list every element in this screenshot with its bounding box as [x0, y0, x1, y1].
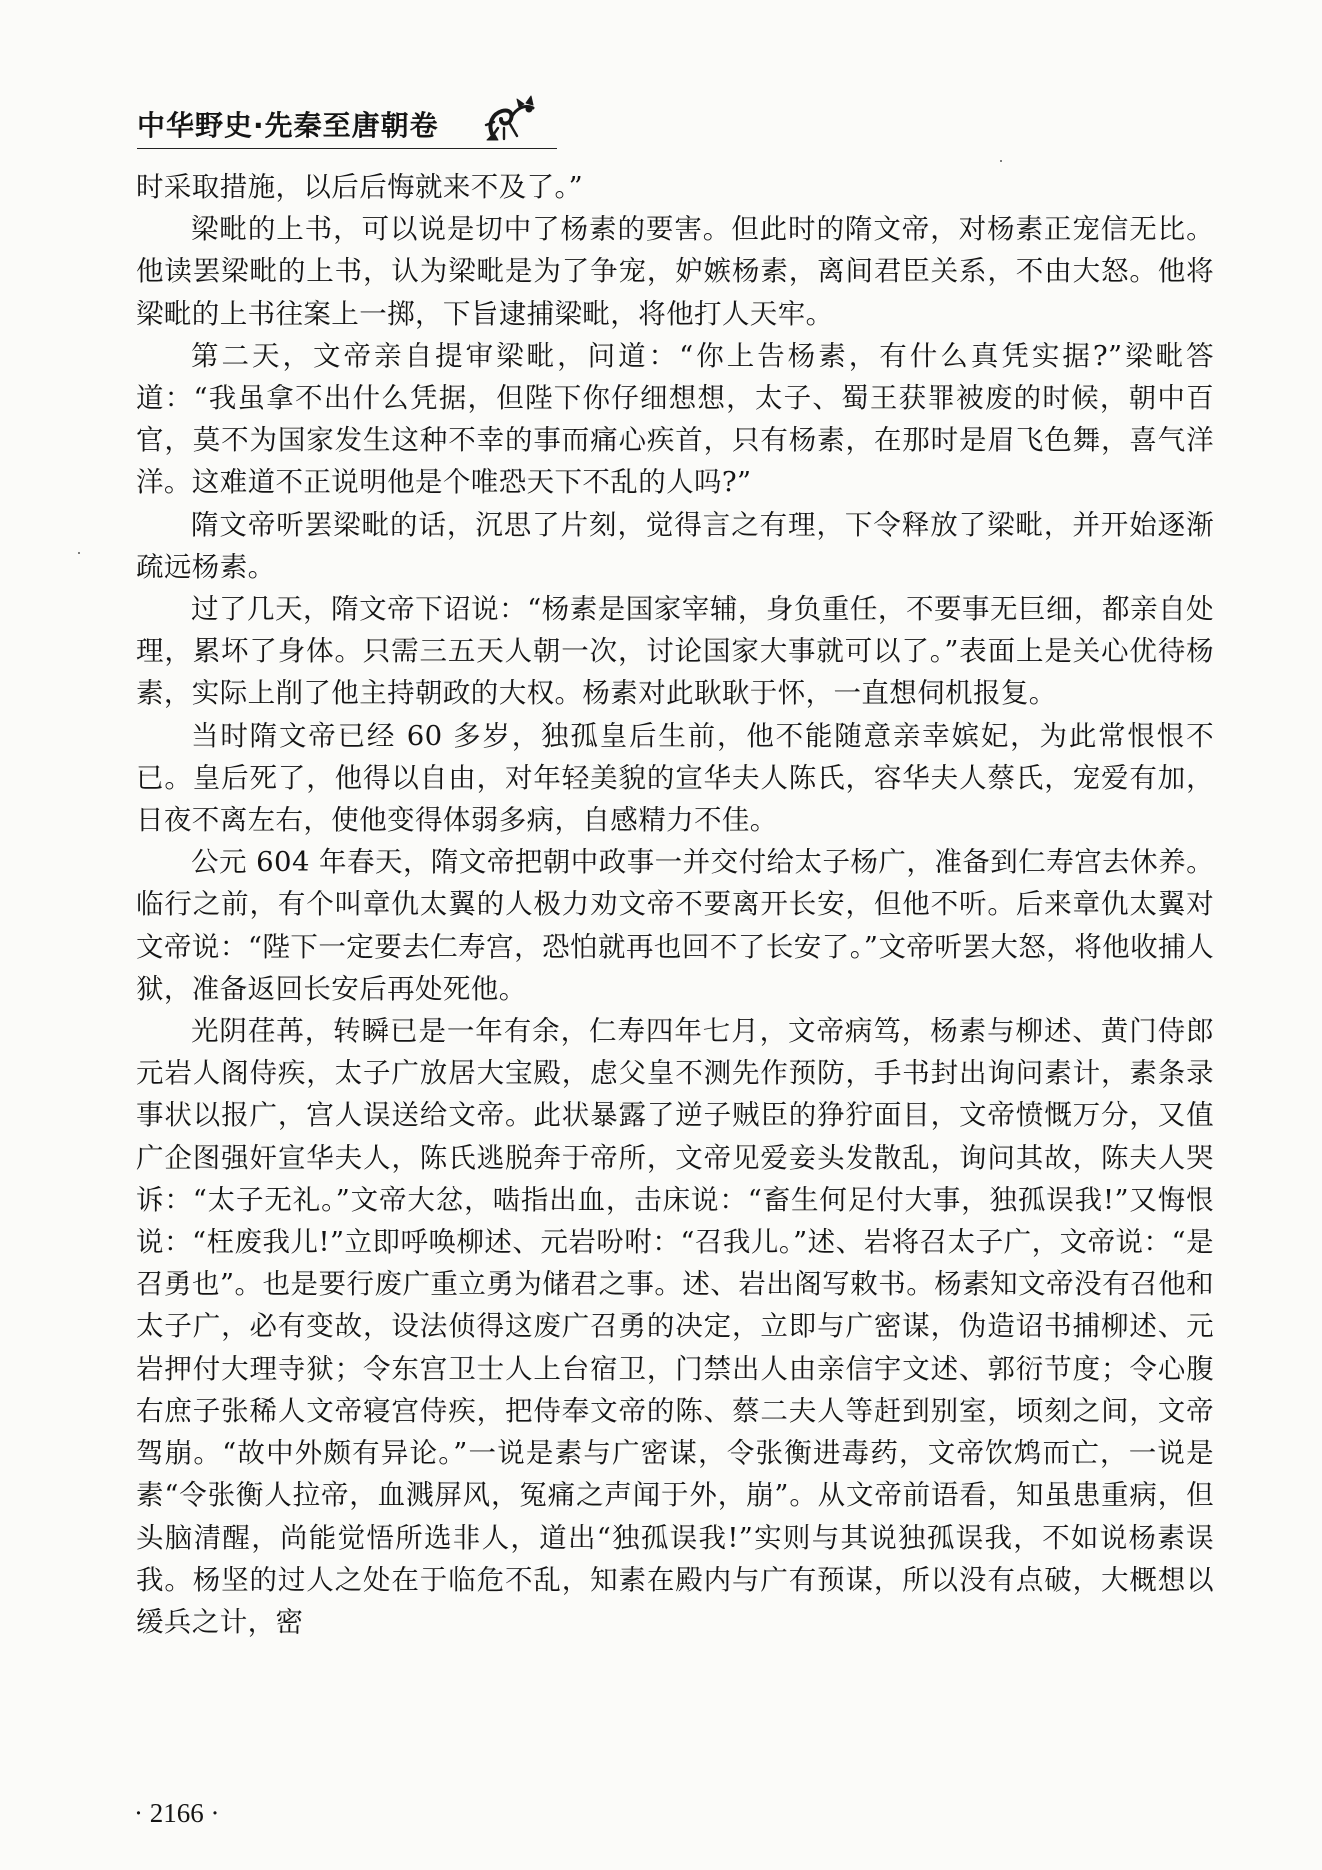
- running-title: 中华野史·先秦至唐朝卷: [137, 109, 439, 142]
- body-text: [136, 166, 1214, 1643]
- scan-speck: [78, 552, 80, 554]
- paragraph: 当时隋文帝已经 60 多岁，独孤皇后生前，他不能随意亲幸嫔妃，为此常恨恨不已。皇后死了，他得以自由，对年轻美貌的宣华夫人陈氏，容华夫人蔡氏，宠爱有加，日夜不离左右，使他变得体弱多病，自感精力不佳。: [136, 719, 1214, 837]
- paragraph: 梁毗的上书，可以说是切中了杨素的要害。但此时的隋文帝，对杨素正宠信无比。他读罢梁毗的上书，认为梁毗是为了争宠，妒嫉杨素，离间君臣关系，不由大怒。他将梁毗的上书往案上一掷，下旨逮捕梁毗，将他打人天牢。: [136, 213, 1214, 330]
- paragraph: 光阴荏苒，转瞬已是一年有余，仁寿四年七月，文帝病笃，杨素与柳述、黄门侍郎元岩人阁侍疾，太子广放居大宝殿，虑父皇不测先作预防，手书封出询问素计，素条录事状以报广，宫人误送给文帝。此状暴露了逆子贼臣的狰狞面目，文帝愤慨万分，又值广企图强奸宣华夫人，陈氏逃脱奔于帝所，文帝见爱妾头发散乱，询问其故，陈夫人哭诉：“太子无礼。”文帝大忿，啮指出血，击床说：“畜生何足付大事，独孤误我!”又悔恨说：“枉废我儿!”立即呼唤柳述、元岩吩咐：“召我儿。”述、岩将召太子广，文帝说：“是召勇也”。也是要行废广重立勇为储君之事。述、岩出阁写敕书。杨素知文帝没有召他和太子广，必有变故，设法侦得这废广召勇的决定，立即与广密谋，伪造诏书捕柳述、元岩押付大理寺狱；令东宫卫士人上台宿卫，门禁出人由亲信宇文述、郭衍节度；令心腹右庶子张稀人文帝寝宫侍疾，把侍奉文帝的陈、蔡二夫人等赶到别室，顷刻之间，文帝驾崩。“故中外颇有异论。”一说是素与广密谋，令张衡进毒药，文帝饮鸩而亡，一说是素“令张衡人拉帝，血溅屏风，冤痛之声闻于外，崩”。从文帝前语看，知虽患重病，但头脑清醒，尚能觉悟所选非人，道出“独孤误我!”实则与其说独孤误我，不如说杨素误我。杨坚的过人之处在于临危不乱，知素在殿内与广有预谋，所以没有点破，大概想以缓兵之计，密: [136, 1015, 1214, 1638]
- paragraph: 时采取措施，以后后悔就来不及了。”: [136, 171, 584, 203]
- paragraph: 第二天，文帝亲自提审梁毗，问道：“你上告杨素，有什么真凭实据?”梁毗答道：“我虽拿不出什么凭据，但陛下你仔细想想，太子、蜀王获罪被废的时候，朝中百官，莫不为国家发生这种不幸的事而痛心疾首，只有杨素，在那时是眉飞色舞，喜气洋洋。这难道不正说明他是个唯恐天下不乱的人吗?”: [136, 339, 1214, 499]
- paragraph: 公元 604 年春天，隋文帝把朝中政事一并交付给太子杨广，准备到仁寿宫去休养。临行之前，有个叫章仇太翼的人极力劝文帝不要离开长安，但他不听。后来章仇太翼对文帝说：“陛下一定要去仁寿宫，恐怕就再也回不了长安了。”文帝听罢大怒，将他收捕人狱，准备返回长安后再处死他。: [136, 846, 1214, 1005]
- dragon-emblem-icon: [482, 94, 538, 142]
- header-rule: [137, 148, 557, 149]
- paragraph: 过了几天，隋文帝下诏说：“杨素是国家宰辅，身负重任，不要事无巨细，都亲自处理，累坏了身体。只需三五天人朝一次，讨论国家大事就可以了。”表面上是关心优待杨素，实际上削了他主持朝政的大权。杨素对此耿耿于怀，一直想伺机报复。: [136, 593, 1214, 710]
- scan-speck: [1000, 160, 1002, 162]
- page-number: · 2166 ·: [134, 1798, 220, 1828]
- running-header: [137, 100, 557, 160]
- paragraph: 隋文帝听罢梁毗的话，沉思了片刻，觉得言之有理，下令释放了梁毗，并开始逐渐疏远杨素。: [136, 508, 1214, 583]
